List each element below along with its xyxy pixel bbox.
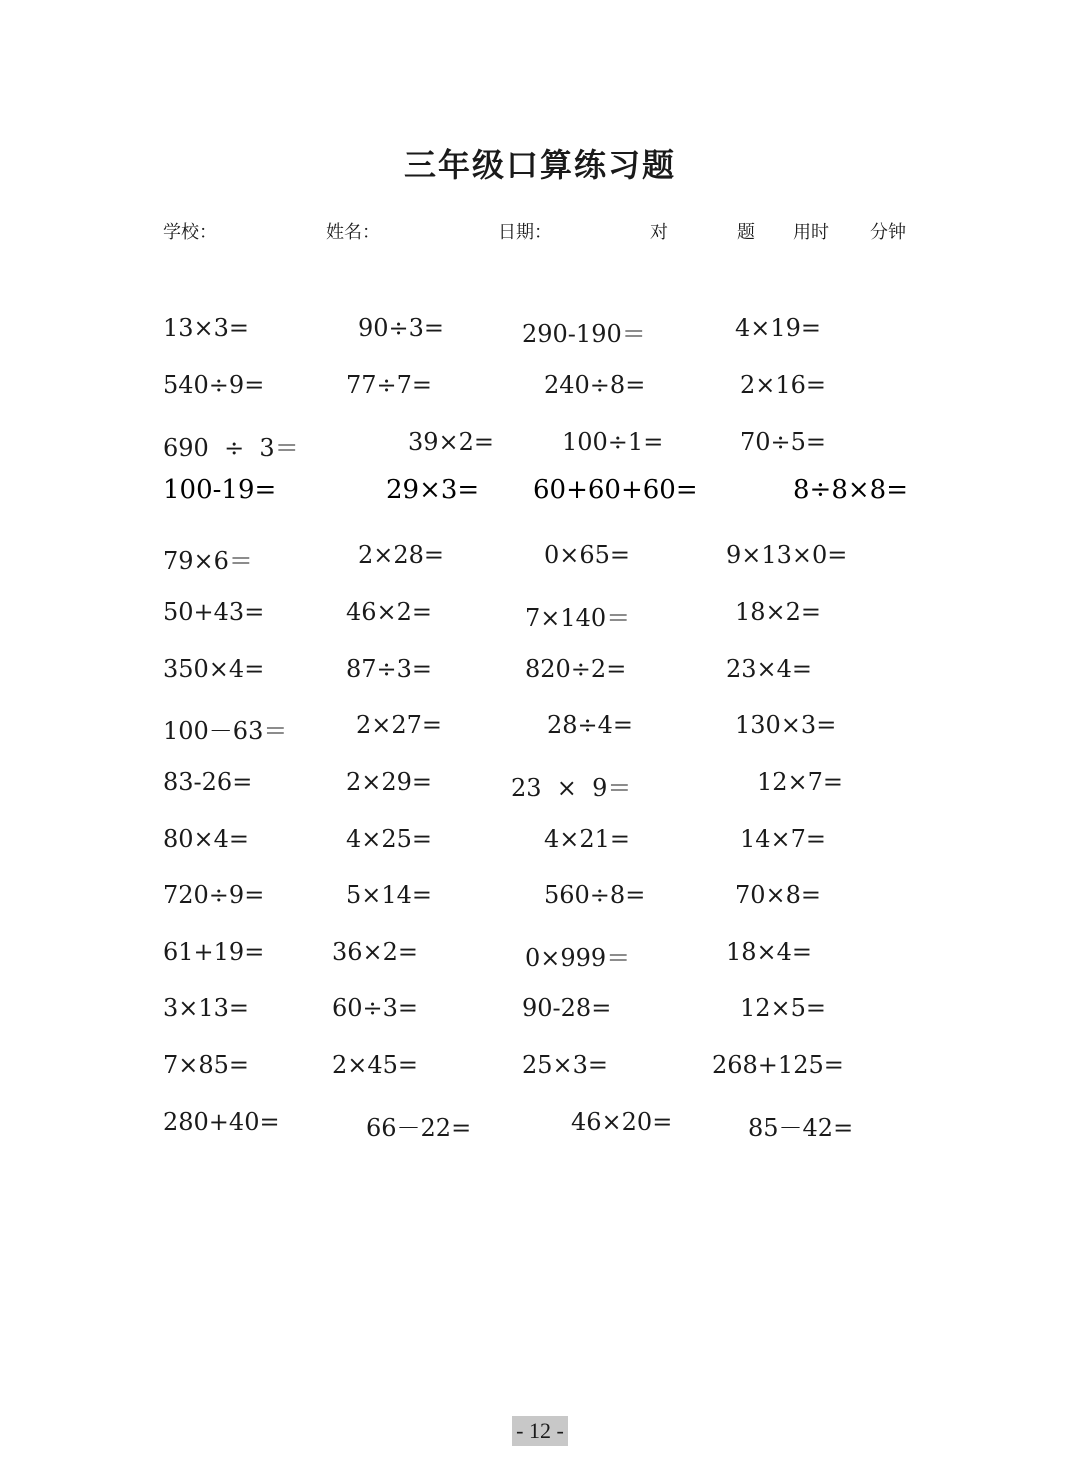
math-problem: 23×4=	[726, 655, 813, 683]
math-problem: 61+19=	[163, 938, 265, 966]
math-problem: 268+125=	[712, 1051, 844, 1079]
math-problem: 66－22=	[366, 1114, 472, 1142]
math-problem: 2×45=	[332, 1051, 419, 1079]
math-problem: 83-26=	[163, 768, 253, 796]
problem-row	[0, 994, 1080, 1034]
math-problem: 39×2=	[408, 428, 495, 456]
math-problem: 820÷2=	[525, 655, 627, 683]
math-problem: 100÷1=	[562, 428, 664, 456]
math-problem: 18×2=	[735, 598, 822, 626]
problem-row	[0, 541, 1080, 581]
math-problem: 690 ÷ 3＝	[163, 434, 299, 462]
questions-label: 题	[737, 222, 755, 243]
problem-row	[0, 475, 1080, 515]
math-problem: 2×29=	[346, 768, 433, 796]
math-problem: 130×3=	[735, 711, 837, 739]
math-problem: 87÷3=	[346, 655, 433, 683]
math-problem: 8÷8×8=	[793, 475, 908, 505]
math-problem: 36×2=	[332, 938, 419, 966]
math-problem: 4×25=	[346, 825, 433, 853]
problem-row	[0, 314, 1080, 354]
problem-row	[0, 598, 1080, 638]
math-problem: 46×2=	[346, 598, 433, 626]
problem-row	[0, 825, 1080, 865]
time-used-label: 用时	[793, 222, 829, 243]
math-problem: 0×999＝	[525, 944, 631, 972]
math-problem: 18×4=	[726, 938, 813, 966]
math-problem: 4×19=	[735, 314, 822, 342]
school-label: 学校：	[163, 222, 217, 243]
math-problem: 2×28=	[358, 541, 445, 569]
math-problem: 720÷9=	[163, 881, 265, 909]
math-problem: 28÷4=	[547, 711, 634, 739]
correct-label: 对	[650, 222, 668, 243]
math-problem: 540÷9=	[163, 371, 265, 399]
math-problem: 2×16=	[740, 371, 827, 399]
math-problem: 100-19=	[163, 475, 277, 505]
math-problem: 2×27=	[356, 711, 443, 739]
math-problem: 25×3=	[522, 1051, 609, 1079]
math-problem: 9×13×0=	[726, 541, 848, 569]
problem-row	[0, 371, 1080, 411]
math-problem: 12×7=	[757, 768, 844, 796]
problem-row	[0, 428, 1080, 468]
math-problem: 5×14=	[346, 881, 433, 909]
math-problem: 70÷5=	[740, 428, 827, 456]
math-problem: 0×65=	[544, 541, 631, 569]
math-problem: 280+40=	[163, 1108, 280, 1136]
problem-row	[0, 768, 1080, 808]
math-problem: 60+60+60=	[533, 475, 698, 505]
minutes-label: 分钟	[870, 222, 906, 243]
math-problem: 70×8=	[735, 881, 822, 909]
math-problem: 60÷3=	[332, 994, 419, 1022]
problem-row	[0, 1108, 1080, 1148]
math-problem: 79×6＝	[163, 547, 253, 575]
problem-row	[0, 1051, 1080, 1091]
math-problem: 350×4=	[163, 655, 265, 683]
math-problem: 3×13=	[163, 994, 250, 1022]
problem-row	[0, 938, 1080, 978]
math-problem: 14×7=	[740, 825, 827, 853]
math-problem: 85－42=	[748, 1114, 854, 1142]
math-problem: 50+43=	[163, 598, 265, 626]
math-problem: 100－63＝	[163, 717, 288, 745]
date-label: 日期：	[498, 222, 552, 243]
math-problem: 7×85=	[163, 1051, 250, 1079]
math-problem: 80×4=	[163, 825, 250, 853]
math-problem: 23 × 9＝	[511, 774, 632, 802]
math-problem: 29×3=	[386, 475, 480, 505]
math-problem: 4×21=	[544, 825, 631, 853]
page-title: 三年级口算练习题	[403, 146, 676, 184]
math-problem: 240÷8=	[544, 371, 646, 399]
math-problem: 560÷8=	[544, 881, 646, 909]
math-problem: 13×3=	[163, 314, 250, 342]
problem-row	[0, 881, 1080, 921]
math-problem: 90÷3=	[358, 314, 445, 342]
math-problem: 290-190＝	[522, 320, 646, 348]
problem-row	[0, 655, 1080, 695]
math-problem: 7×140＝	[525, 604, 631, 632]
math-problem: 77÷7=	[346, 371, 433, 399]
math-problem: 12×5=	[740, 994, 827, 1022]
math-problem: 46×20=	[571, 1108, 673, 1136]
math-problem: 90-28=	[522, 994, 612, 1022]
name-label: 姓名：	[326, 222, 380, 243]
page-number: - 12 -	[512, 1416, 568, 1446]
problem-row	[0, 711, 1080, 751]
